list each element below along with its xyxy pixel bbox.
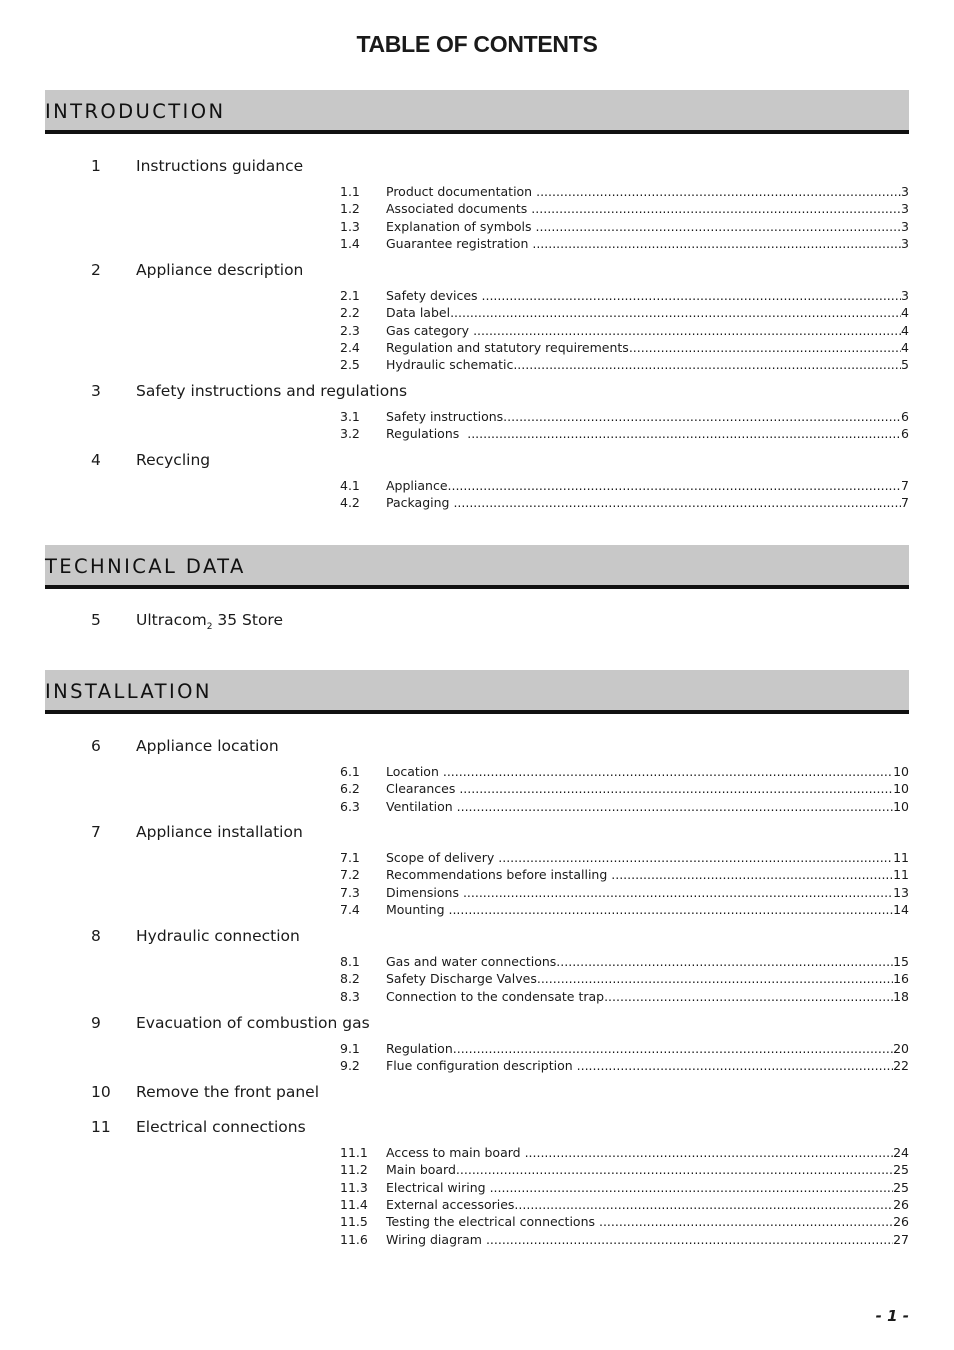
chapter-entry[interactable] <box>0 382 954 402</box>
chapter-title-subscript: 2 <box>206 622 213 632</box>
chapter-number: 2 <box>91 261 101 279</box>
subsection-title: Flue configuration description <box>386 1058 577 1074</box>
subsection-page-number: 16 <box>893 971 909 987</box>
subsection-line <box>386 1144 909 1161</box>
chapter-title <box>136 382 407 400</box>
subsection-page-number: 11 <box>893 867 909 883</box>
section-header <box>45 545 909 589</box>
chapter-number: 8 <box>91 927 101 945</box>
subsection-page-number: 25 <box>893 1162 909 1178</box>
subsection-line <box>386 866 909 883</box>
subsection-title: Safety devices <box>386 288 482 303</box>
chapter-entry[interactable] <box>0 823 954 843</box>
chapter-title-text: Evacuation of combustion gas <box>136 1014 370 1032</box>
subsection-line <box>386 884 909 901</box>
subsection-page-number: 13 <box>893 884 909 900</box>
subsection-entry[interactable] <box>340 200 909 217</box>
dot-leader <box>513 356 901 373</box>
subsection-title: Wiring diagram <box>386 1231 486 1247</box>
subsection-number: 8.3 <box>340 988 360 1004</box>
chapter-entry[interactable] <box>0 1118 954 1138</box>
dot-leader <box>536 218 902 235</box>
subsection-number: 1.3 <box>340 218 360 234</box>
dot-leader <box>498 849 893 866</box>
subsection-page-number: 4 <box>901 322 909 338</box>
subsection-line <box>386 1057 909 1074</box>
chapter-number: 4 <box>91 451 101 469</box>
subsection-page-number: 11 <box>893 850 909 865</box>
chapter-entry[interactable] <box>0 1014 954 1034</box>
subsection-line <box>386 1179 909 1196</box>
dot-leader <box>453 494 901 511</box>
chapter-number: 10 <box>91 1083 111 1101</box>
subsection-entry[interactable] <box>340 866 909 883</box>
chapter-entry[interactable] <box>0 1083 954 1103</box>
subsection-title: Hydraulic schematic <box>386 357 514 373</box>
subsection-entry[interactable] <box>340 798 909 815</box>
subsection-entry[interactable] <box>340 1231 909 1248</box>
subsection-title: Recommendations before installing <box>386 867 612 883</box>
subsection-title: Gas and water connections <box>386 954 557 969</box>
subsection-title: Regulations <box>386 426 468 442</box>
subsection-line <box>386 322 909 339</box>
dot-leader <box>482 287 902 304</box>
subsection-number: 9.1 <box>340 1041 360 1056</box>
subsection-title: Regulation <box>386 1041 453 1056</box>
subsection-title: Location <box>386 764 443 779</box>
section-header <box>45 90 909 134</box>
subsection-entry[interactable] <box>340 763 909 780</box>
subsection-number: 9.2 <box>340 1058 360 1074</box>
subsection-page-number: 27 <box>893 1231 909 1247</box>
section-header <box>45 670 909 714</box>
dot-leader <box>473 322 901 339</box>
subsection-page-number: 7 <box>901 495 909 511</box>
subsection-line <box>386 356 909 373</box>
chapter-entry[interactable] <box>0 927 954 947</box>
subsection-number: 6.2 <box>340 781 360 797</box>
dot-leader <box>463 884 893 901</box>
subsection-page-number: 6 <box>901 409 909 424</box>
subsection-title: Product documentation <box>386 184 537 199</box>
chapter-title-text: Ultracom <box>136 611 207 629</box>
subsection-number: 6.1 <box>340 764 360 779</box>
chapter-title <box>136 611 283 632</box>
subsection-title: Main board <box>386 1162 456 1178</box>
subsection-line <box>386 988 909 1005</box>
dot-leader <box>532 235 901 252</box>
chapter-title-text: Electrical connections <box>136 1118 306 1136</box>
subsection-entry[interactable] <box>340 287 909 304</box>
subsection-title: Dimensions <box>386 884 463 900</box>
subsection-number: 4.2 <box>340 495 360 511</box>
subsection-title: Clearances <box>386 781 460 797</box>
subsection-line <box>386 1213 909 1230</box>
subsection-entry[interactable] <box>340 1196 909 1213</box>
chapter-entry[interactable] <box>0 157 954 177</box>
subsection-line <box>386 339 909 356</box>
chapter-title <box>136 451 210 469</box>
chapter-title-text: Safety instructions and regulations <box>136 382 408 400</box>
chapter-number: 7 <box>91 823 101 841</box>
page-number: - 1 - <box>875 1307 909 1325</box>
subsection-title: Regulation and statutory requirements <box>386 339 629 355</box>
chapter-title <box>136 927 300 945</box>
subsection-number: 2.2 <box>340 305 360 321</box>
page-title: TABLE OF CONTENTS <box>356 31 598 57</box>
subsection-page-number: 4 <box>901 305 909 321</box>
subsection-title: External accessories <box>386 1196 515 1212</box>
subsection-entry[interactable] <box>340 970 909 987</box>
dot-leader <box>611 866 893 883</box>
dot-leader <box>457 798 893 815</box>
chapter-entry[interactable] <box>0 611 954 631</box>
subsection-entry[interactable] <box>340 183 909 200</box>
subsection-entry[interactable] <box>340 322 909 339</box>
chapter-title-text: Hydraulic connection <box>136 927 300 945</box>
subsection-line <box>386 425 909 442</box>
subsection-entry[interactable] <box>340 1057 909 1074</box>
subsection-entry[interactable] <box>340 477 909 494</box>
subsection-entry[interactable] <box>340 953 909 970</box>
subsection-number: 2.1 <box>340 288 360 303</box>
subsection-page-number: 24 <box>893 1145 909 1160</box>
subsection-page-number: 20 <box>893 1041 909 1056</box>
subsection-title: Safety Discharge Valves <box>386 971 537 987</box>
subsection-number: 7.4 <box>340 901 360 917</box>
subsection-page-number: 3 <box>901 288 909 303</box>
subsection-entry[interactable] <box>340 356 909 373</box>
subsection-number: 2.4 <box>340 339 360 355</box>
subsection-line <box>386 970 909 987</box>
subsection-title: Associated documents <box>386 201 532 217</box>
chapter-number: 3 <box>91 382 101 400</box>
subsection-title: Ventilation <box>386 798 457 814</box>
subsection-number: 1.4 <box>340 235 360 251</box>
chapter-title-text: Remove the front panel <box>136 1083 319 1101</box>
subsection-page-number: 3 <box>901 218 909 234</box>
subsection-number: 11.1 <box>340 1145 368 1160</box>
subsection-page-number: 3 <box>901 235 909 251</box>
subsection-page-number: 25 <box>893 1179 909 1195</box>
subsection-entry[interactable] <box>340 884 909 901</box>
subsection-title: Guarantee registration <box>386 235 533 251</box>
dot-leader <box>556 953 893 970</box>
chapter-title <box>136 1118 306 1136</box>
chapter-title-rest: 35 Store <box>212 611 283 629</box>
subsection-page-number: 4 <box>901 339 909 355</box>
subsection-number: 7.3 <box>340 884 360 900</box>
subsection-page-number: 7 <box>901 478 909 493</box>
subsection-line <box>386 218 909 235</box>
subsection-entry[interactable] <box>340 988 909 1005</box>
subsection-number: 4.1 <box>340 478 360 493</box>
chapter-title-text: Appliance location <box>136 737 279 755</box>
subsection-page-number: 18 <box>893 988 909 1004</box>
dot-leader <box>537 970 893 987</box>
dot-leader <box>525 1144 894 1161</box>
subsection-line <box>386 849 909 866</box>
section-title: INTRODUCTION <box>45 100 226 123</box>
dot-leader <box>503 408 901 425</box>
subsection-number: 3.2 <box>340 426 360 442</box>
dot-leader <box>456 1161 893 1178</box>
subsection-number: 3.1 <box>340 409 360 424</box>
subsection-line <box>386 200 909 217</box>
subsection-number: 8.2 <box>340 971 360 987</box>
subsection-entry[interactable] <box>340 1179 909 1196</box>
section-title: TECHNICAL DATA <box>45 555 246 578</box>
dot-leader <box>604 988 893 1005</box>
section-title: INSTALLATION <box>45 680 212 703</box>
subsection-line <box>386 408 909 425</box>
subsection-page-number: 26 <box>893 1214 909 1230</box>
subsection-number: 7.1 <box>340 850 360 865</box>
subsection-number: 1.2 <box>340 201 360 217</box>
subsection-line <box>386 1196 909 1213</box>
subsection-entry[interactable] <box>340 425 909 442</box>
subsection-line <box>386 1040 909 1057</box>
subsection-entry[interactable] <box>340 494 909 511</box>
subsection-number: 6.3 <box>340 798 360 814</box>
subsection-title: Safety instructions <box>386 409 504 424</box>
subsection-entry[interactable] <box>340 901 909 918</box>
subsection-line <box>386 287 909 304</box>
dot-leader <box>450 304 901 321</box>
subsection-number: 1.1 <box>340 184 360 199</box>
subsection-title: Packaging <box>386 495 454 511</box>
subsection-line <box>386 1231 909 1248</box>
chapter-number: 5 <box>91 611 101 629</box>
dot-leader <box>443 763 893 780</box>
dot-leader <box>453 1040 893 1057</box>
subsection-number: 2.3 <box>340 322 360 338</box>
subsection-entry[interactable] <box>340 849 909 866</box>
subsection-number: 11.5 <box>340 1214 368 1230</box>
subsection-number: 11.6 <box>340 1231 368 1247</box>
subsection-page-number: 3 <box>901 201 909 217</box>
dot-leader <box>467 425 901 442</box>
subsection-entry[interactable] <box>340 1161 909 1178</box>
subsection-entry[interactable] <box>340 780 909 797</box>
subsection-page-number: 10 <box>893 764 909 779</box>
subsection-line <box>386 477 909 494</box>
chapter-number: 1 <box>91 157 101 175</box>
chapter-entry[interactable] <box>0 261 954 281</box>
subsection-entry[interactable] <box>340 1144 909 1161</box>
subsection-line <box>386 235 909 252</box>
subsection-page-number: 14 <box>893 901 909 917</box>
subsection-page-number: 3 <box>901 184 909 199</box>
subsection-entry[interactable] <box>340 304 909 321</box>
chapter-entry[interactable] <box>0 451 954 471</box>
subsection-number: 11.2 <box>340 1162 368 1178</box>
subsection-line <box>386 304 909 321</box>
chapter-title <box>136 1014 370 1032</box>
subsection-title: Explanation of symbols <box>386 218 536 234</box>
dot-leader <box>577 1057 893 1074</box>
chapter-title <box>136 261 303 279</box>
subsection-number: 2.5 <box>340 357 360 373</box>
subsection-page-number: 22 <box>893 1058 909 1074</box>
subsection-number: 11.4 <box>340 1196 368 1212</box>
chapter-title-text: Recycling <box>136 451 211 469</box>
chapter-title-text: Appliance description <box>136 261 304 279</box>
subsection-entry[interactable] <box>340 1213 909 1230</box>
subsection-number: 7.2 <box>340 867 360 883</box>
chapter-number: 11 <box>91 1118 111 1136</box>
subsection-page-number: 6 <box>901 426 909 442</box>
subsection-title: Connection to the condensate trap <box>386 988 605 1004</box>
chapter-title <box>136 737 279 755</box>
chapter-title-text: Appliance installation <box>136 823 303 841</box>
dot-leader <box>599 1213 893 1230</box>
dot-leader <box>629 339 901 356</box>
chapter-title-text: Instructions guidance <box>136 157 304 175</box>
subsection-title: Electrical wiring <box>386 1179 490 1195</box>
dot-leader <box>490 1179 894 1196</box>
subsection-line <box>386 901 909 918</box>
dot-leader <box>486 1231 893 1248</box>
subsection-title: Data label <box>386 305 451 321</box>
subsection-page-number: 15 <box>893 954 909 969</box>
subsection-line <box>386 780 909 797</box>
chapter-title <box>136 157 303 175</box>
subsection-title: Gas category <box>386 322 474 338</box>
subsection-line <box>386 1161 909 1178</box>
subsection-line <box>386 494 909 511</box>
subsection-line <box>386 798 909 815</box>
dot-leader <box>514 1196 893 1213</box>
subsection-title: Appliance <box>386 478 448 493</box>
dot-leader <box>531 200 901 217</box>
chapter-number: 9 <box>91 1014 101 1032</box>
subsection-line <box>386 183 909 200</box>
dot-leader <box>536 183 901 200</box>
chapter-title <box>136 1083 319 1101</box>
subsection-number: 8.1 <box>340 954 360 969</box>
subsection-title: Scope of delivery <box>386 850 499 865</box>
subsection-title: Testing the electrical connections <box>386 1214 599 1230</box>
chapter-title <box>136 823 303 841</box>
subsection-line <box>386 763 909 780</box>
dot-leader <box>459 780 893 797</box>
subsection-page-number: 26 <box>893 1196 909 1212</box>
subsection-entry[interactable] <box>340 218 909 235</box>
subsection-page-number: 10 <box>893 798 909 814</box>
subsection-entry[interactable] <box>340 235 909 252</box>
subsection-title: Access to main board <box>386 1145 525 1160</box>
subsection-number: 11.3 <box>340 1179 368 1195</box>
chapter-number: 6 <box>91 737 101 755</box>
subsection-page-number: 5 <box>901 357 909 373</box>
subsection-title: Mounting <box>386 901 449 917</box>
subsection-entry[interactable] <box>340 408 909 425</box>
dot-leader <box>448 901 893 918</box>
chapter-entry[interactable] <box>0 737 954 757</box>
subsection-entry[interactable] <box>340 339 909 356</box>
subsection-line <box>386 953 909 970</box>
dot-leader <box>448 477 902 494</box>
subsection-page-number: 10 <box>893 781 909 797</box>
subsection-entry[interactable] <box>340 1040 909 1057</box>
